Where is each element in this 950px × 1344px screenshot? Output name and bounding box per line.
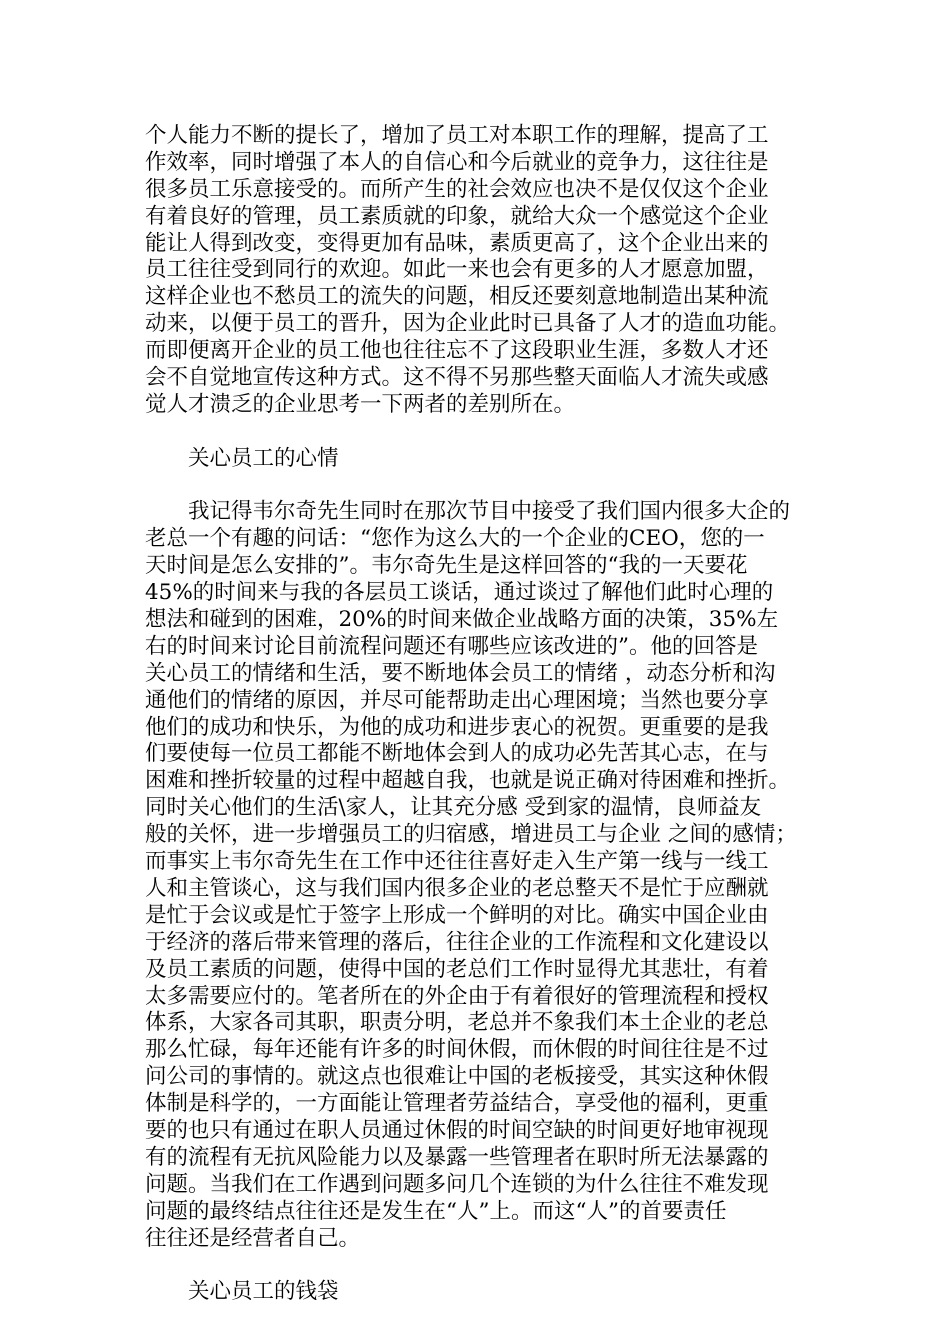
text-line: 而事实上韦尔奇先生在工作中还往往喜好走入生产第一线与一线工: [145, 849, 769, 875]
text-line: 老总一个有趣的问话：“您作为这么大的一个企业的CEO，您的一: [145, 526, 765, 552]
paragraph-gap: [145, 473, 807, 500]
text-line: 及员工素质的问题，使得中国的老总们工作时显得尤其悲壮，有着: [145, 956, 769, 982]
text-line: 同时关心他们的生活\家人，让其充分感 受到家的温情，良师益友: [145, 795, 762, 821]
text-line: 而即便离开企业的员工他也往往忘不了这段职业生涯，多数人才还: [145, 338, 769, 364]
text-line: 太多需要应付的。笔者所在的外企由于有着很好的管理流程和授权: [145, 983, 769, 1009]
text-line: 是忙于会议或是忙于签字上形成一个鲜明的对比。确实中国企业由: [145, 902, 769, 928]
section-heading-wallet: 关心员工的钱袋: [145, 1279, 339, 1305]
text-line: 有的流程有无抗风险能力以及暴露一些管理者在职时所无法暴露的: [145, 1144, 769, 1170]
section-heading-mood: 关心员工的心情: [145, 445, 339, 471]
text-line: 于经济的落后带来管理的落后，往往企业的工作流程和文化建设以: [145, 929, 769, 955]
text-line: 个人能力不断的提长了，增加了员工对本职工作的理解，提高了工: [145, 123, 769, 148]
text-line: 要的也只有通过在职人员通过休假的时间空缺的时间更好地审视现: [145, 1117, 769, 1143]
text-line: 通他们的情绪的原因，并尽可能帮助走出心理困境；当然也要分享: [145, 687, 769, 713]
paragraph-gap: [145, 419, 807, 446]
text-line: 问公司的事情的。就这点也很难让中国的老板接受，其实这种休假: [145, 1064, 769, 1090]
text-line: 很多员工乐意接受的。而所产生的社会效应也决不是仅仅这个企业: [145, 176, 769, 202]
text-line: 有着良好的管理，员工素质就的印象，就给大众一个感觉这个企业: [145, 203, 769, 229]
text-line: 这样企业也不愁员工的流失的问题，相反还要刻意地制造出某种流: [145, 284, 769, 310]
text-line: 觉人才溃乏的企业思考一下两者的差别所在。: [145, 391, 576, 417]
text-line: 体系，大家各司其职，职责分明，老总并不象我们本土企业的老总: [145, 1010, 769, 1036]
text-line: 问题的最终结点往往还是发生在“人”上。而这“人”的首要责任: [145, 1198, 727, 1224]
text-line: 往往还是经营者自己。: [145, 1225, 361, 1251]
text-line: 会不自觉地宣传这种方式。这不得不另那些整天面临人才流失或感: [145, 365, 769, 391]
text-line: 能让人得到改变，变得更加有品味，素质更高了，这个企业出来的: [145, 230, 769, 256]
text-line: 般的关怀，进一步增强员工的归宿感，增进员工与企业 之间的感情；: [145, 822, 797, 848]
paragraph-2: [145, 499, 807, 1252]
text-line: 我记得韦尔奇先生同时在那次节目中接受了我们国内很多大企的: [145, 499, 791, 525]
text-line: 员工往往受到同行的欢迎。如此一来也会有更多的人才愿意加盟，: [145, 257, 769, 283]
text-line: 困难和挫折较量的过程中超越自我，也就是说正确对待困难和挫折。: [145, 768, 791, 794]
text-line: 天时间是怎么安排的”。韦尔奇先生是这样回答的“我的一天要花: [145, 553, 748, 579]
text-line: 体制是科学的，一方面能让管理者劳益结合，享受他的福利，更重: [145, 1091, 769, 1117]
text-line: 那么忙碌，每年还能有许多的时间休假，而休假的时间往往是不过: [145, 1037, 769, 1063]
paragraph-1: [145, 123, 807, 419]
text-line: 右的时间来讨论目前流程问题还有哪些应该改进的”。他的回答是: [145, 633, 758, 659]
document-body: [145, 123, 807, 1306]
paragraph-gap: [145, 1252, 807, 1279]
text-line: 45%的时间来与我的各层员工谈话，通过谈过了解他们此时心理的: [145, 580, 774, 606]
text-line: 动来，以便于员工的晋升，因为企业此时已具备了人才的造血功能。: [145, 311, 791, 337]
text-line: 想法和碰到的困难，20%的时间来做企业战略方面的决策，35%左: [145, 607, 779, 633]
text-line: 关心员工的情绪和生活，要不断地体会员工的情绪 ，动态分析和沟: [145, 660, 776, 686]
text-line: 人和主管谈心，这与我们国内很多企业的老总整天不是忙于应酬就: [145, 875, 769, 901]
text-line: 他们的成功和快乐，为他的成功和进步衷心的祝贺。更重要的是我: [145, 714, 769, 740]
text-line: 作效率，同时增强了本人的自信心和今后就业的竞争力，这往往是: [145, 149, 769, 175]
text-line: 们要使每一位员工都能不断地体会到人的成功必先苦其心志，在与: [145, 741, 769, 767]
text-line: 问题。当我们在工作遇到问题多问几个连锁的为什么往往不难发现: [145, 1171, 769, 1197]
